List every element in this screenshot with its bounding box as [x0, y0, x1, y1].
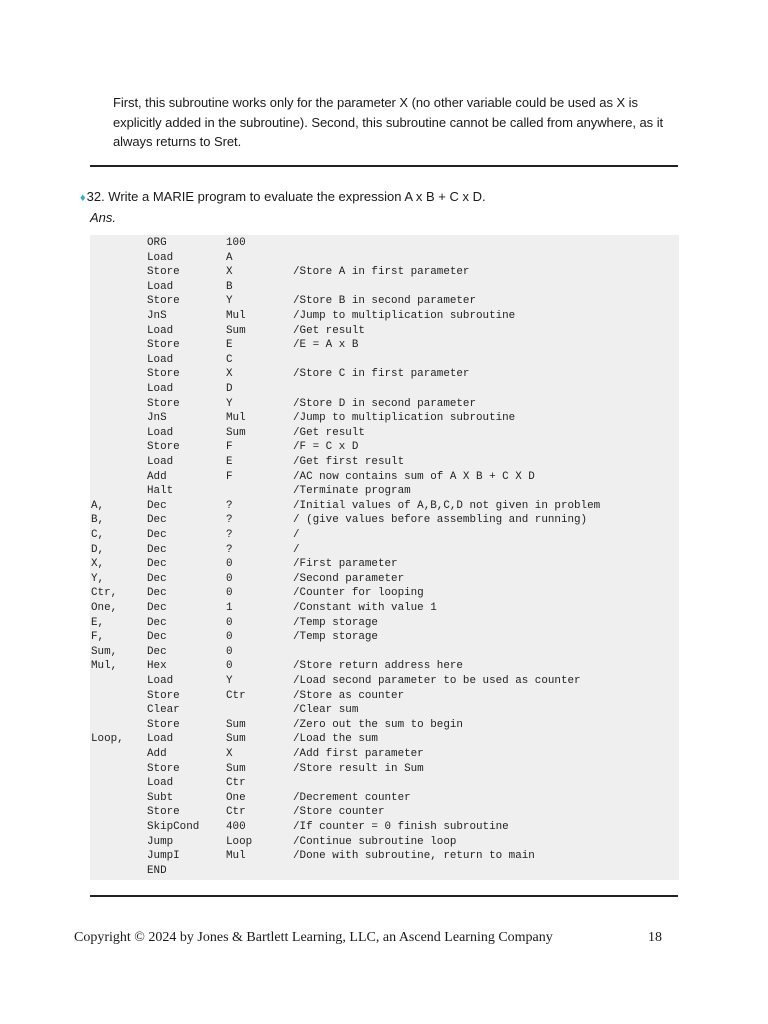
code-opcode: Dec — [147, 558, 167, 571]
code-operand: ? — [226, 529, 233, 541]
code-operand: 0 — [226, 558, 233, 571]
code-opcode: Store — [147, 718, 180, 731]
code-label: B, — [91, 514, 105, 527]
code-operand: Mul — [226, 412, 246, 425]
code-opcode: Dec — [147, 587, 167, 600]
code-opcode: Hex — [147, 660, 167, 673]
code-opcode: Load — [147, 251, 174, 264]
section-divider-top — [90, 165, 678, 167]
code-comment: / — [293, 529, 300, 541]
code-comment: /Load the sum — [293, 733, 378, 746]
code-opcode: Dec — [147, 499, 167, 512]
code-label: Loop, — [91, 733, 124, 746]
code-operand: Ctr — [226, 777, 246, 790]
code-operand: Sum — [226, 324, 246, 337]
code-operand: ? — [226, 499, 233, 512]
code-opcode: Dec — [147, 514, 167, 527]
code-opcode: Add — [147, 470, 167, 483]
page-number: 18 — [648, 930, 662, 945]
code-comment: /Counter for looping — [293, 587, 424, 600]
code-opcode: Load — [147, 280, 174, 293]
code-opcode: Halt — [147, 485, 174, 498]
code-opcode: Load — [147, 383, 174, 395]
code-operand: Sum — [226, 762, 246, 775]
code-operand: 400 — [226, 821, 246, 833]
code-comment: /Store return address here — [293, 660, 463, 673]
code-opcode: Store — [147, 806, 180, 819]
code-comment: /Store result in Sum — [293, 762, 424, 775]
code-opcode: Load — [147, 456, 174, 468]
code-operand: Y — [226, 397, 233, 410]
question-heading — [80, 187, 486, 208]
code-opcode: JumpI — [147, 850, 180, 863]
code-label: Ctr, — [91, 587, 118, 600]
code-opcode: Load — [147, 353, 174, 366]
code-comment: /Temp storage — [293, 631, 378, 644]
code-comment: /F = C x D — [293, 441, 359, 454]
code-operand: 0 — [226, 587, 233, 600]
code-operand: One — [226, 791, 246, 804]
code-opcode: ORG — [147, 237, 167, 249]
code-operand: ? — [226, 543, 233, 556]
code-comment: /Add first parameter — [293, 748, 424, 760]
code-operand: Loop — [226, 835, 253, 848]
code-label: Mul, — [91, 660, 118, 673]
code-operand: 100 — [226, 237, 246, 249]
code-opcode: Store — [147, 295, 180, 308]
code-opcode: Load — [147, 675, 174, 687]
code-opcode: Dec — [147, 616, 167, 629]
code-comment: /Store A in first parameter — [293, 266, 470, 279]
code-operand: 0 — [226, 616, 233, 629]
code-operand: Y — [226, 295, 233, 308]
code-listing — [90, 235, 679, 880]
code-operand: 0 — [226, 660, 233, 673]
code-comment: /Store counter — [293, 806, 385, 819]
code-comment: /First parameter — [293, 558, 398, 571]
code-opcode: Dec — [147, 602, 167, 614]
code-opcode: Dec — [147, 645, 167, 658]
code-operand: 0 — [226, 631, 233, 644]
code-operand: ? — [226, 514, 233, 527]
code-label: C, — [91, 529, 105, 541]
code-opcode: Load — [147, 777, 174, 790]
code-comment: /Initial values of A,B,C,D not given in problem — [293, 499, 601, 512]
code-comment: / — [293, 543, 300, 556]
code-opcode: Store — [147, 762, 180, 775]
code-operand: 0 — [226, 645, 233, 658]
code-comment: /Store as counter — [293, 689, 405, 702]
code-opcode: Dec — [147, 529, 167, 541]
code-comment: /Clear sum — [293, 704, 359, 717]
code-opcode: Dec — [147, 631, 167, 644]
code-operand: Y — [226, 675, 233, 687]
code-comment: /Jump to multiplication subroutine — [293, 412, 516, 425]
code-operand: X — [226, 368, 233, 381]
code-opcode: Subt — [147, 791, 174, 804]
code-operand: A — [226, 251, 233, 264]
section-divider-bottom — [90, 895, 678, 897]
code-label: Sum, — [91, 645, 118, 658]
code-operand: X — [226, 748, 233, 760]
code-operand: X — [226, 266, 233, 279]
code-comment: /Store C in first parameter — [293, 368, 470, 381]
question-text: 32. Write a MARIE program to evaluate the expression A x B + C x D. — [86, 189, 486, 204]
code-comment: /Terminate program — [293, 485, 411, 498]
intro-paragraph: First, this subroutine works only for the parameter X (no other variable could be used as X is explicitly added in the subroutine). Second, this subroutine cannot be called from anywhere, as it always returns to Sret. — [113, 95, 664, 149]
code-comment: /Second parameter — [293, 572, 405, 585]
code-operand: D — [226, 383, 233, 395]
code-comment: /Get first result — [293, 456, 405, 468]
code-opcode: Jump — [147, 835, 174, 848]
code-comment: /Zero out the sum to begin — [293, 718, 463, 731]
code-comment: /Decrement counter — [293, 791, 411, 804]
copyright-text: Copyright © 2024 by Jones & Bartlett Learning, LLC, an Ascend Learning Company — [74, 930, 553, 945]
code-opcode: Add — [147, 748, 167, 760]
code-label: X, — [91, 558, 105, 571]
code-opcode: Load — [147, 324, 174, 337]
code-operand: Sum — [226, 426, 246, 439]
code-operand: E — [226, 456, 233, 468]
code-opcode: JnS — [147, 310, 167, 322]
code-opcode: JnS — [147, 412, 167, 425]
code-operand: 0 — [226, 572, 233, 585]
code-opcode: Store — [147, 368, 180, 381]
code-comment: /Done with subroutine, return to main — [293, 850, 535, 863]
code-opcode: END — [147, 864, 167, 877]
code-comment: /Store D in second parameter — [293, 397, 476, 410]
code-opcode: SkipCond — [147, 821, 200, 833]
code-operand: E — [226, 339, 233, 352]
code-opcode: Load — [147, 733, 174, 746]
code-comment: /AC now contains sum of A X B + C X D — [293, 470, 535, 483]
code-comment: /Load second parameter to be used as counter — [293, 675, 581, 687]
code-operand: Sum — [226, 733, 246, 746]
code-comment: /Jump to multiplication subroutine — [293, 310, 516, 322]
code-comment: /Temp storage — [293, 616, 378, 629]
code-label: One, — [91, 602, 118, 614]
code-operand: Mul — [226, 310, 246, 322]
code-operand: 1 — [226, 602, 233, 614]
code-comment: /Get result — [293, 324, 365, 337]
code-opcode: Dec — [147, 543, 167, 556]
code-comment: /E = A x B — [293, 339, 359, 352]
code-opcode: Store — [147, 339, 180, 352]
code-label: D, — [91, 543, 105, 556]
code-operand: Sum — [226, 718, 246, 731]
code-comment: /Store B in second parameter — [293, 295, 476, 308]
code-label: F, — [91, 631, 105, 644]
code-operand: B — [226, 280, 233, 293]
code-opcode: Clear — [147, 704, 180, 717]
code-label: A, — [91, 499, 105, 512]
code-operand: F — [226, 470, 233, 483]
diamond-bullet-icon: ♦ — [80, 192, 86, 204]
code-comment: / (give values before assembling and running) — [293, 514, 588, 527]
code-operand: Ctr — [226, 689, 246, 702]
code-operand: Mul — [226, 850, 246, 863]
code-label: Y, — [91, 572, 105, 585]
code-label: E, — [91, 616, 105, 629]
code-comment: /Continue subroutine loop — [293, 835, 457, 848]
code-operand: C — [226, 353, 233, 366]
code-operand: F — [226, 441, 233, 454]
code-opcode: Store — [147, 441, 180, 454]
code-comment: /Get result — [293, 426, 365, 439]
page-footer — [74, 930, 662, 946]
code-comment: /Constant with value 1 — [293, 602, 437, 614]
code-comment: /If counter = 0 finish subroutine — [293, 821, 509, 833]
code-opcode: Store — [147, 397, 180, 410]
answer-label: Ans. — [90, 210, 117, 225]
code-opcode: Store — [147, 266, 180, 279]
code-operand: Ctr — [226, 806, 246, 819]
code-opcode: Store — [147, 689, 180, 702]
code-opcode: Load — [147, 426, 174, 439]
code-opcode: Dec — [147, 572, 167, 585]
